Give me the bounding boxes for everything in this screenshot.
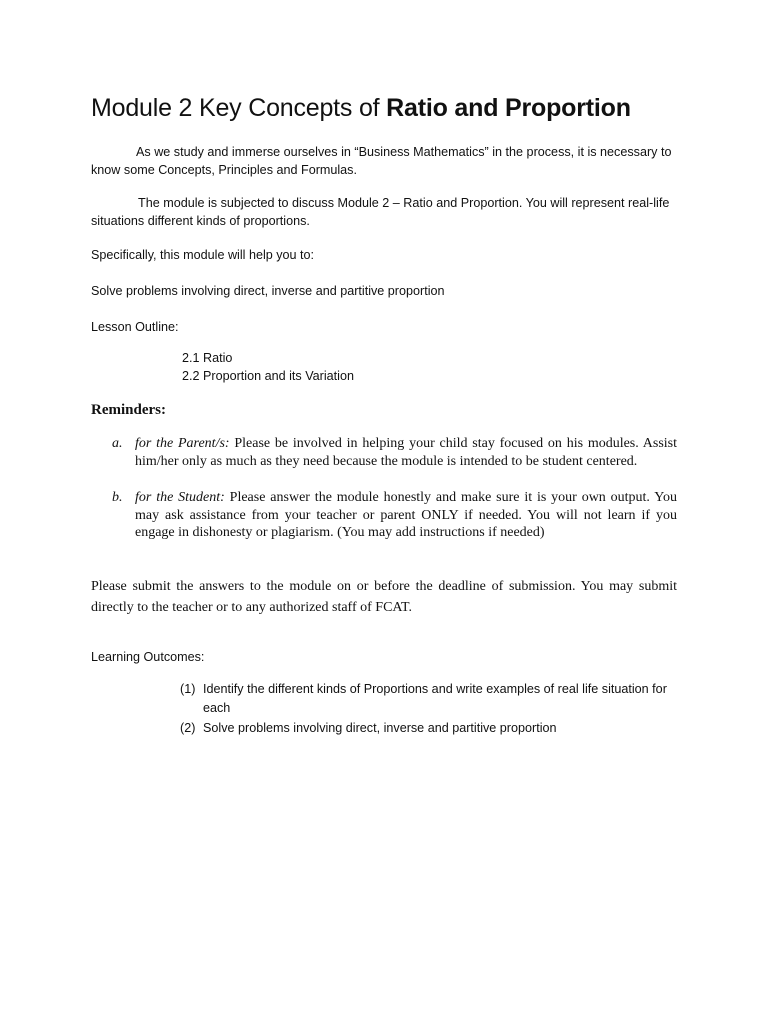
reminders-heading: Reminders:: [91, 402, 166, 418]
outcome-2-number: (2): [180, 721, 196, 735]
title-bold: Ratio and Proportion: [386, 94, 631, 122]
intro-paragraph-1: As we study and immerse ourselves in “Business Mathematics” in the process, it is necessary to know some Concepts, Principles and Formulas.: [91, 145, 672, 177]
lesson-outline-heading: Lesson Outline:: [91, 320, 179, 334]
reminder-b-body: Please answer the module honestly and make sure it is your own output. You may ask assistance from your teacher or parent ONLY if needed. You will not learn if you engage in dishonesty or plagiarism. (You may add instructions if needed): [135, 490, 677, 540]
submission-paragraph: Please submit the answers to the module on or before the deadline of submission. You may submit directly to the teacher or to any authorized staff of FCAT.: [91, 579, 677, 615]
title-prefix: Module 2 Key Concepts of: [91, 94, 387, 122]
lesson-outline-item-2: 2.2 Proportion and its Variation: [182, 369, 354, 383]
specifically-line: Specifically, this module will help you to:: [91, 248, 315, 262]
reminder-a-body: Please be involved in helping your child stay focused on his modules. Assist him/her only as much as they need because the module is intended to be student centered.: [135, 436, 677, 469]
reminder-b-text: [135, 489, 677, 542]
reminder-b-lead: for the Student:: [135, 490, 225, 505]
outcome-1-number: (1): [180, 682, 196, 696]
learning-outcomes-heading: Learning Outcomes:: [91, 650, 205, 664]
reminder-a-letter: a.: [112, 436, 123, 451]
outcome-1-text: Identify the different kinds of Proportions and write examples of real life situation for each: [203, 682, 667, 715]
objective-line: Solve problems involving direct, inverse and partitive proportion: [91, 284, 445, 298]
intro-paragraph-2: The module is subjected to discuss Module 2 – Ratio and Proportion. You will represent real-life situations different kinds of proportions.: [91, 196, 670, 228]
outcome-2-text: Solve problems involving direct, inverse and partitive proportion: [203, 721, 557, 735]
lesson-outline-item-1: 2.1 Ratio: [182, 351, 233, 365]
page-title: [91, 94, 631, 123]
reminder-b-letter: b.: [112, 490, 123, 505]
reminder-a-lead: for the Parent/s:: [135, 436, 230, 451]
reminder-a-text: [135, 435, 677, 470]
